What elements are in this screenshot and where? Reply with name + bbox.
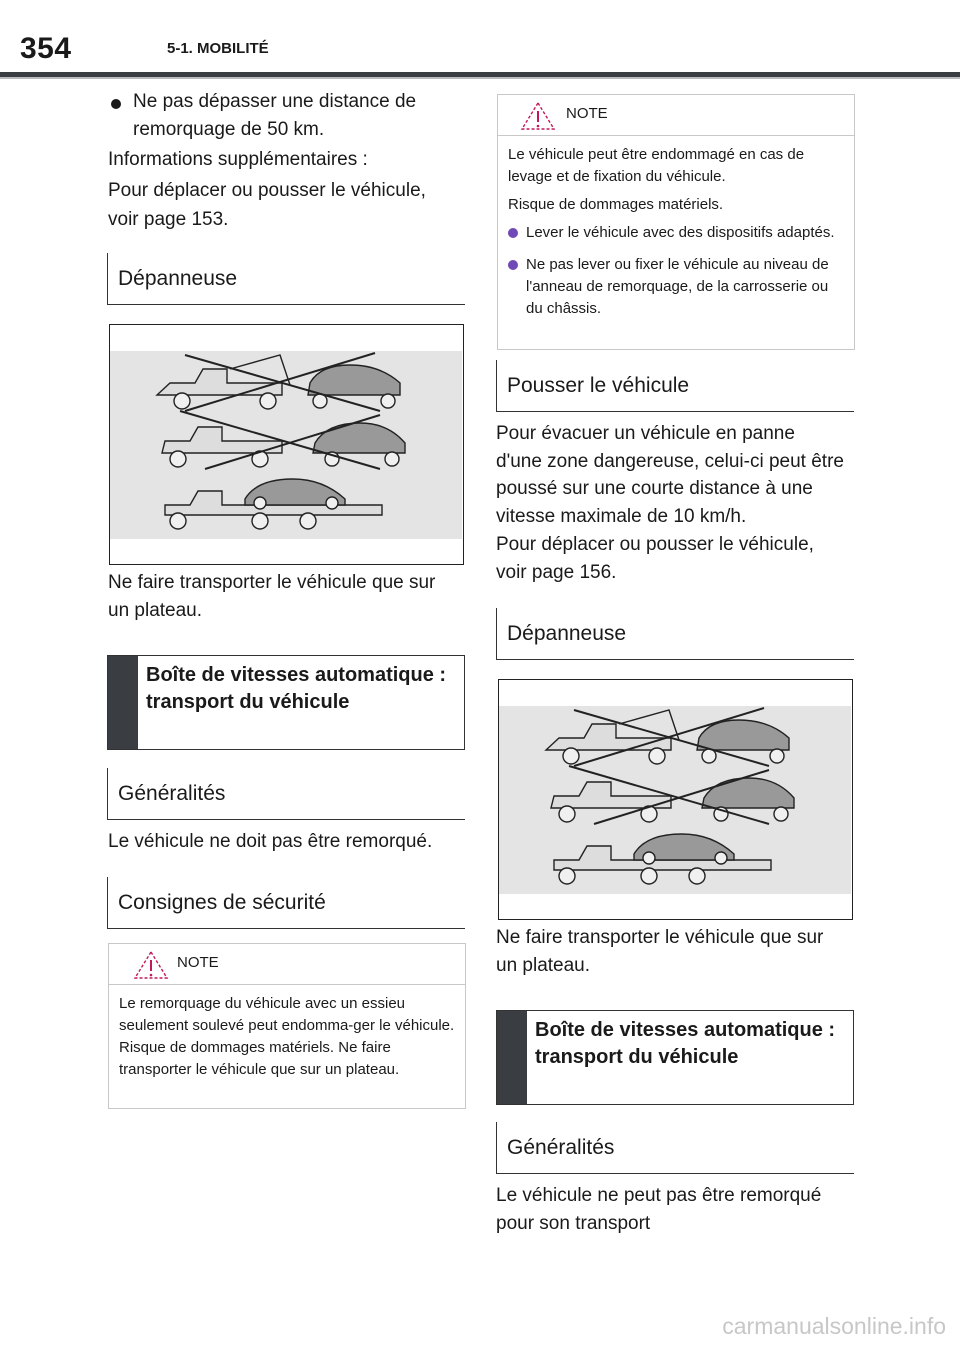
heading-depanneuse-left <box>107 253 465 305</box>
transport-box-title: Boîte de vitesses automatique : transport du véhicule <box>535 1019 836 1068</box>
heading-depanneuse-right <box>496 608 854 660</box>
towing-illustration <box>109 324 464 565</box>
note-box-right <box>497 94 855 350</box>
heading-text: Généralités <box>118 782 226 805</box>
heading-generalites-left <box>107 768 465 820</box>
flatbed-truck-allowed <box>165 479 382 529</box>
tow-truck-lift-crossed <box>157 353 400 411</box>
info-text: Pour déplacer ou pousser le véhicule, voir page 153. <box>108 180 426 230</box>
warning-icon <box>520 101 556 131</box>
note-text-2: Risque de dommages matériels. <box>508 196 724 213</box>
page-number: 354 <box>20 32 72 65</box>
bullet-icon <box>508 260 518 270</box>
note-label: NOTE <box>177 954 219 971</box>
heading-text: Dépanneuse <box>118 267 238 290</box>
tow-trucks-diagram <box>499 680 851 918</box>
generalites-text-left: Le véhicule ne doit pas être remorqué. <box>108 831 433 852</box>
heading-text: Pousser le véhicule <box>507 374 690 397</box>
figure-caption-left: Ne faire transporter le véhicule que sur un plateau. <box>108 572 436 621</box>
note-text-1: Le véhicule peut être endommagé en cas de levage et de fixation du véhicule. <box>508 146 805 185</box>
figure-caption-right: Ne faire transporter le véhicule que sur un plateau. <box>496 927 824 976</box>
tow-truck-dolly-crossed <box>162 411 405 469</box>
bullet-icon <box>111 99 121 109</box>
note-label: NOTE <box>566 105 608 122</box>
flatbed-truck-allowed <box>554 834 771 884</box>
heading-pousser <box>496 360 854 412</box>
header-rule-shadow <box>0 77 960 79</box>
note-box-left <box>108 943 466 1109</box>
heading-generalites-right <box>496 1122 854 1174</box>
generalites-text-right: Le véhicule ne peut pas être remorqué pour son transport <box>496 1185 822 1234</box>
pousser-text-1: Pour évacuer un véhicule en panne d'une zone dangereuse, celui-ci peut être poussé sur une courte distance à une vitesse maximale de 10 km/h. <box>496 423 844 527</box>
note-item-2: Ne pas lever ou fixer le véhicule au niveau de l'anneau de remorquage, de la carrosserie ou du châssis. <box>508 254 844 320</box>
tow-trucks-diagram <box>110 325 462 563</box>
towing-distance-bullet: Ne pas dépasser une distance de remorquage de 50 km. <box>133 91 417 140</box>
info-label: Informations supplémentaires : <box>108 149 368 170</box>
tow-truck-lift-crossed <box>546 708 789 766</box>
heading-text: Dépanneuse <box>507 622 627 645</box>
watermark: carmanualsonline.info <box>722 1313 946 1339</box>
heading-consignes <box>107 877 465 929</box>
bullet-icon <box>508 228 518 238</box>
heading-text: Généralités <box>507 1136 615 1159</box>
pousser-text-2: Pour déplacer ou pousser le véhicule, voir page 156. <box>496 534 814 583</box>
towing-illustration <box>498 679 853 920</box>
transport-box-title: Boîte de vitesses automatique : transport du véhicule <box>146 664 447 713</box>
warning-icon <box>133 950 169 980</box>
heading-text: Consignes de sécurité <box>118 891 326 914</box>
tow-truck-dolly-crossed <box>551 766 794 824</box>
transport-box-left <box>107 655 465 750</box>
section-title: 5-1. MOBILITÉ <box>167 40 269 57</box>
note-item-1: Lever le véhicule avec des dispositifs adaptés. <box>508 222 844 244</box>
transport-box-right <box>496 1010 854 1105</box>
note-text: Le remorquage du véhicule avec un essieu seulement soulevé peut endomma-ger le véhicule. Risque de dommages matériels. Ne faire transporter le véhicule que sur un plateau. <box>119 995 455 1078</box>
